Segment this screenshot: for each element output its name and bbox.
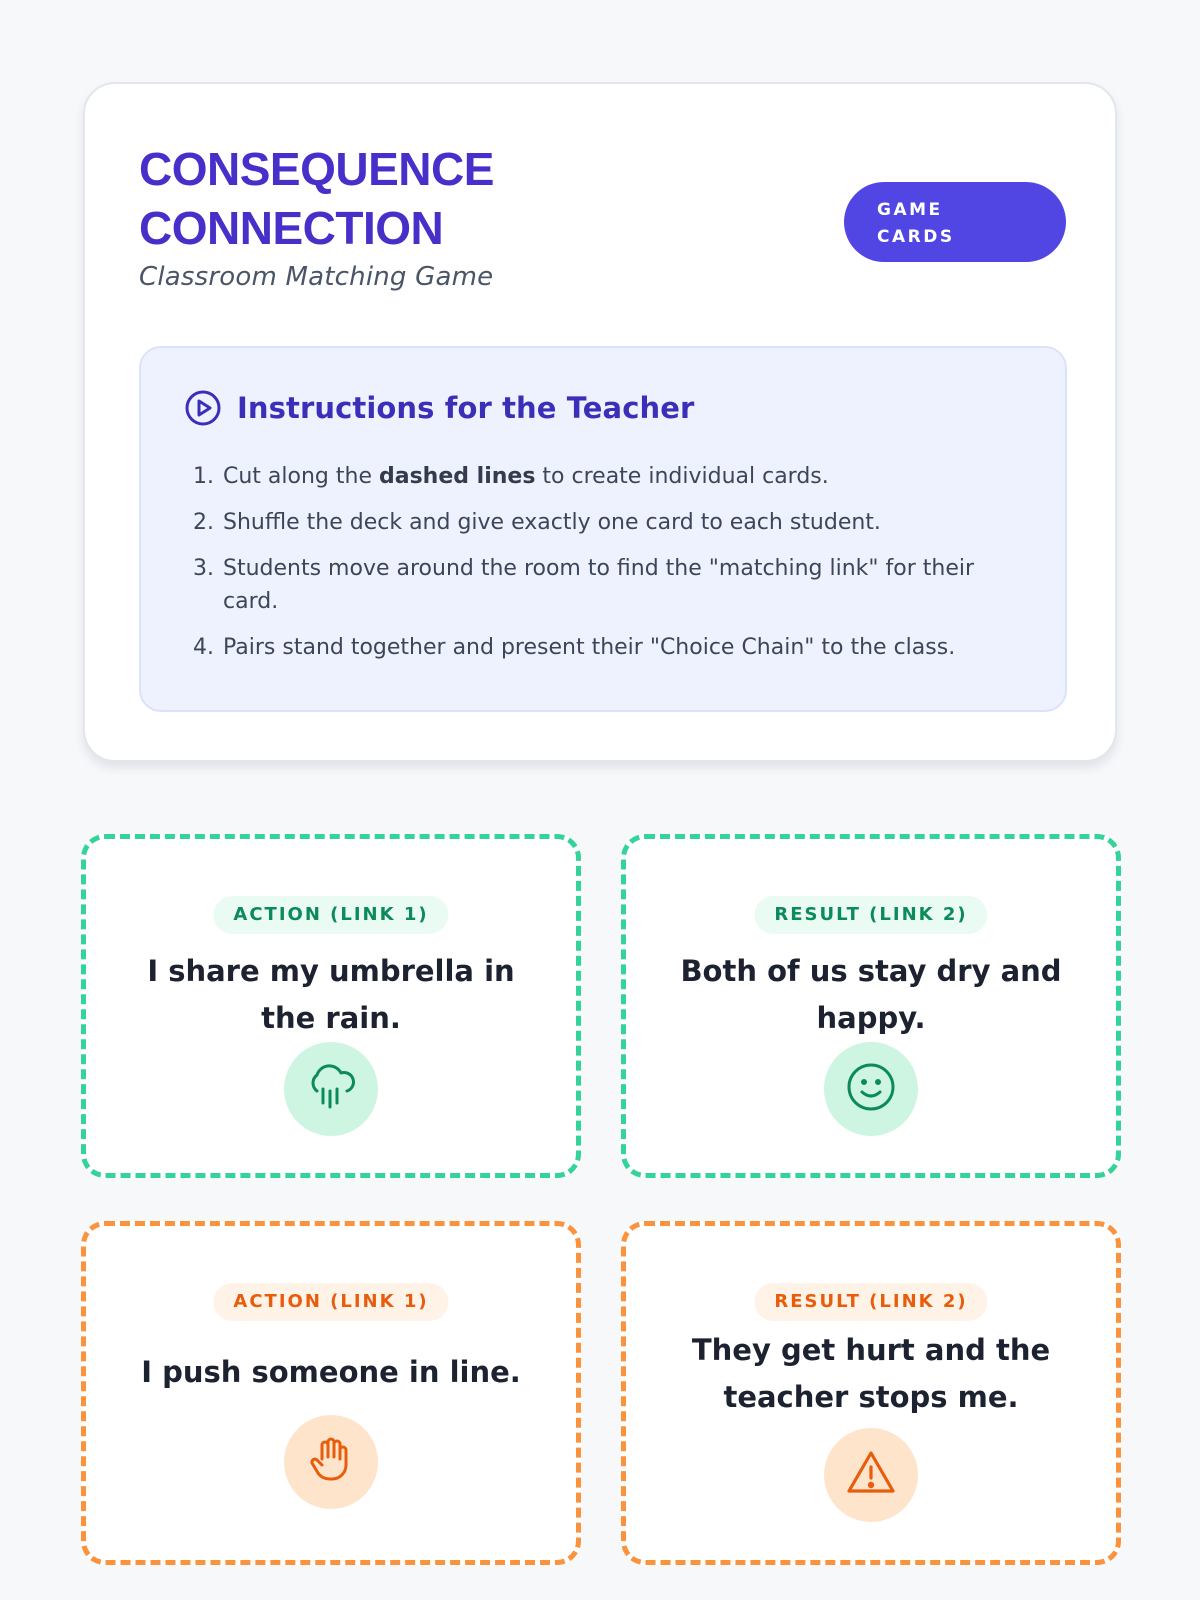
step-text: Shuffle the deck and give exactly one card to each student. [223, 510, 881, 535]
card-text: I push someone in line. [141, 1355, 521, 1389]
game-card-result-dry [621, 834, 1121, 1178]
step-text-before: Cut along the [223, 464, 379, 489]
game-card-result-hurt [621, 1221, 1121, 1565]
instructions-heading [183, 388, 694, 428]
step-number: 1. [193, 464, 214, 489]
hand-icon [304, 1433, 358, 1491]
card-tag: RESULT (LINK 2) [754, 1283, 987, 1321]
cloud-rain-icon [305, 1061, 357, 1117]
card-tag: ACTION (LINK 1) [213, 896, 448, 934]
warning-triangle-icon [843, 1445, 899, 1505]
title-line-2: CONNECTION [139, 202, 444, 254]
card-text: They get hurt and the teacher stops me. [691, 1333, 1051, 1414]
instructions-heading-text: Instructions for the Teacher [237, 391, 695, 425]
instructions-list [193, 460, 1033, 677]
card-icon-circle [824, 1428, 918, 1522]
instruction-step [193, 552, 1033, 618]
instruction-step [193, 506, 1033, 539]
title-line-1: CONSEQUENCE [139, 143, 494, 195]
step-number: 4. [193, 635, 214, 660]
step-text-bold: dashed lines [378, 464, 536, 489]
instructions-box [139, 346, 1067, 712]
card-icon-circle [284, 1042, 378, 1136]
step-text: Students move around the room to find the "matching link" for their card. [223, 556, 975, 614]
card-tag: ACTION (LINK 1) [213, 1283, 448, 1321]
page-title [139, 140, 659, 258]
page-subtitle: Classroom Matching Game [139, 262, 494, 292]
step-text: Pairs stand together and present their "Choice Chain" to the class. [223, 635, 956, 660]
game-card-action-push [81, 1221, 581, 1565]
game-card-action-umbrella [81, 834, 581, 1178]
smile-icon [844, 1060, 898, 1118]
card-icon-circle [284, 1415, 378, 1509]
step-number: 3. [193, 556, 214, 581]
header-card [83, 82, 1117, 762]
card-tag: RESULT (LINK 2) [754, 896, 987, 934]
step-text-after: to create individual cards. [535, 464, 829, 489]
play-circle-icon [183, 388, 223, 428]
step-number: 2. [193, 510, 214, 535]
instruction-step [193, 631, 1033, 664]
card-text: I share my umbrella in the rain. [147, 954, 515, 1035]
card-icon-circle [824, 1042, 918, 1136]
card-text: Both of us stay dry and happy. [680, 954, 1062, 1035]
badge-line-2: CARDS [877, 227, 955, 247]
game-cards-badge [844, 182, 1066, 262]
instruction-step [193, 460, 1033, 493]
badge-line-1: GAME [877, 200, 943, 220]
